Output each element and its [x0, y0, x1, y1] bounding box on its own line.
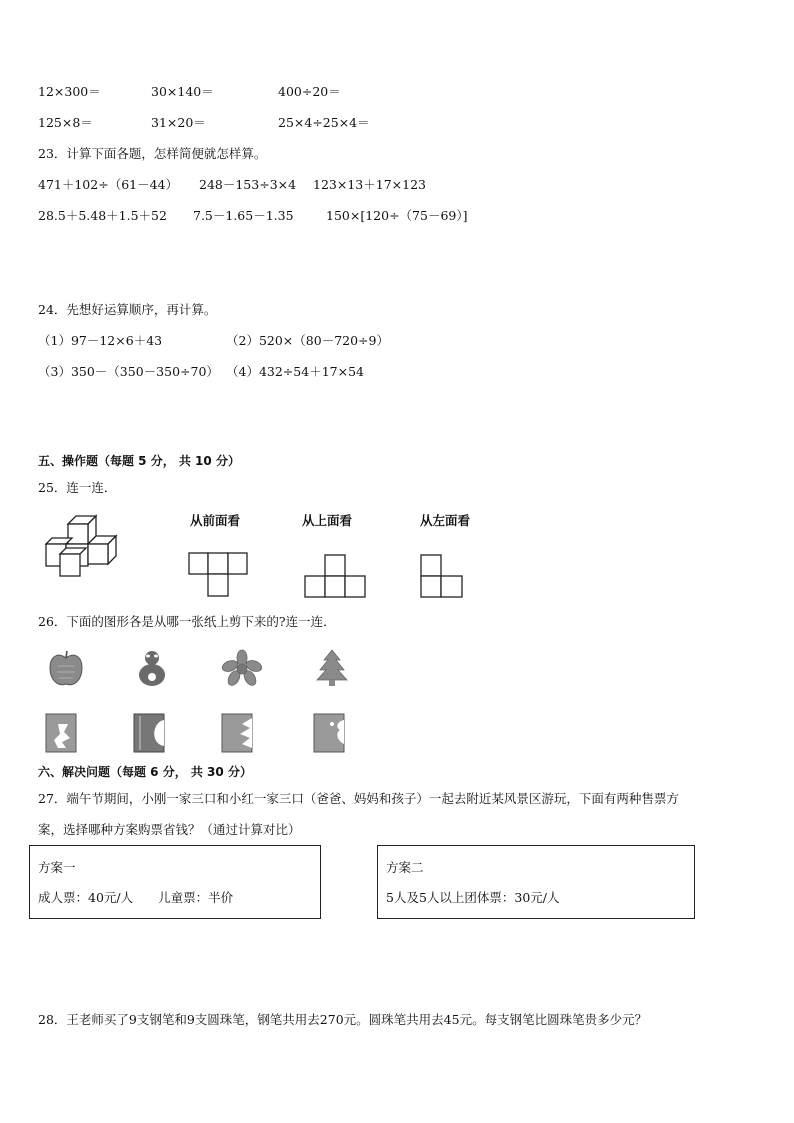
paper-shape-3-icon	[220, 712, 256, 754]
q24-item-1: （1）97－12×6＋43	[38, 333, 163, 348]
q23-title: 23．计算下面各题，怎样简便就怎样算。	[38, 146, 267, 161]
paper-shape-1-icon	[44, 712, 80, 754]
paper-shape-4-icon	[312, 712, 348, 754]
q24-item-3: （3）350－（350－350÷70）	[38, 364, 219, 379]
q26-title: 26．下面的图形各是从哪一张纸上剪下来的?连一连．	[38, 614, 336, 629]
q23-item-6: 150×[120÷（75－69）]	[326, 208, 468, 223]
plan-1-detail: 成人票：40元/人 儿童票：半价	[38, 890, 234, 905]
section-5-title: 五、操作题（每题 5 分， 共 10 分）	[38, 454, 240, 468]
view-shape-inverted-t	[304, 554, 366, 598]
plan-2-detail: 5人及5人以上团体票：30元/人	[386, 890, 560, 905]
plan-2-name: 方案二	[386, 860, 424, 875]
oral-2-2: 31×20＝	[151, 115, 206, 130]
tree-shape-icon	[314, 648, 350, 688]
q27-line-2: 案，选择哪种方案购票省钱？（通过计算对比）	[38, 822, 301, 837]
apple-shape-icon	[48, 650, 84, 688]
plan-1-name: 方案一	[38, 860, 76, 875]
q27-line-1: 27．端午节期间，小刚一家三口和小红一家三口（爸爸、妈妈和孩子）一起去附近某风景区游玩，下面有两种售票方	[38, 791, 679, 806]
cube-stack-figure	[42, 512, 138, 578]
oral-2-1: 125×8＝	[38, 115, 93, 130]
plan-2-box	[377, 845, 695, 919]
view-shape-l	[420, 554, 464, 598]
view-label-left: 从左面看	[420, 513, 471, 528]
view-label-front: 从前面看	[190, 513, 241, 528]
q23-item-3: 123×13＋17×123	[313, 177, 426, 192]
flower-shape-icon	[222, 650, 262, 686]
q25-title: 25．连一连．	[38, 480, 117, 495]
oral-1-2: 30×140＝	[151, 84, 214, 99]
gourd-shape-icon	[136, 648, 168, 688]
oral-2-3: 25×4÷25×4＝	[278, 115, 370, 130]
oral-1-3: 400÷20＝	[278, 84, 341, 99]
paper-shape-2-icon	[132, 712, 168, 754]
q28-text: 28．王老师买了9支钢笔和9支圆珠笔，钢笔共用去270元。圆珠笔共用去45元。每支钢笔比圆珠笔贵多少元？	[38, 1012, 648, 1027]
q24-item-2: （2）520×（80－720÷9）	[226, 333, 389, 348]
oral-1-1: 12×300＝	[38, 84, 101, 99]
q24-title: 24．先想好运算顺序，再计算。	[38, 302, 217, 317]
plan-1-box	[29, 845, 321, 919]
view-label-top: 从上面看	[302, 513, 353, 528]
q23-item-5: 7.5－1.65－1.35	[193, 208, 294, 223]
q23-item-2: 248－153÷3×4	[199, 177, 297, 192]
q24-item-4: （4）432÷54＋17×54	[226, 364, 364, 379]
view-shape-t	[188, 552, 248, 598]
q23-item-1: 471＋102÷（61－44）	[38, 177, 179, 192]
section-6-title: 六、解决问题（每题 6 分， 共 30 分）	[38, 765, 252, 779]
q23-item-4: 28.5＋5.48＋1.5＋52	[38, 208, 167, 223]
